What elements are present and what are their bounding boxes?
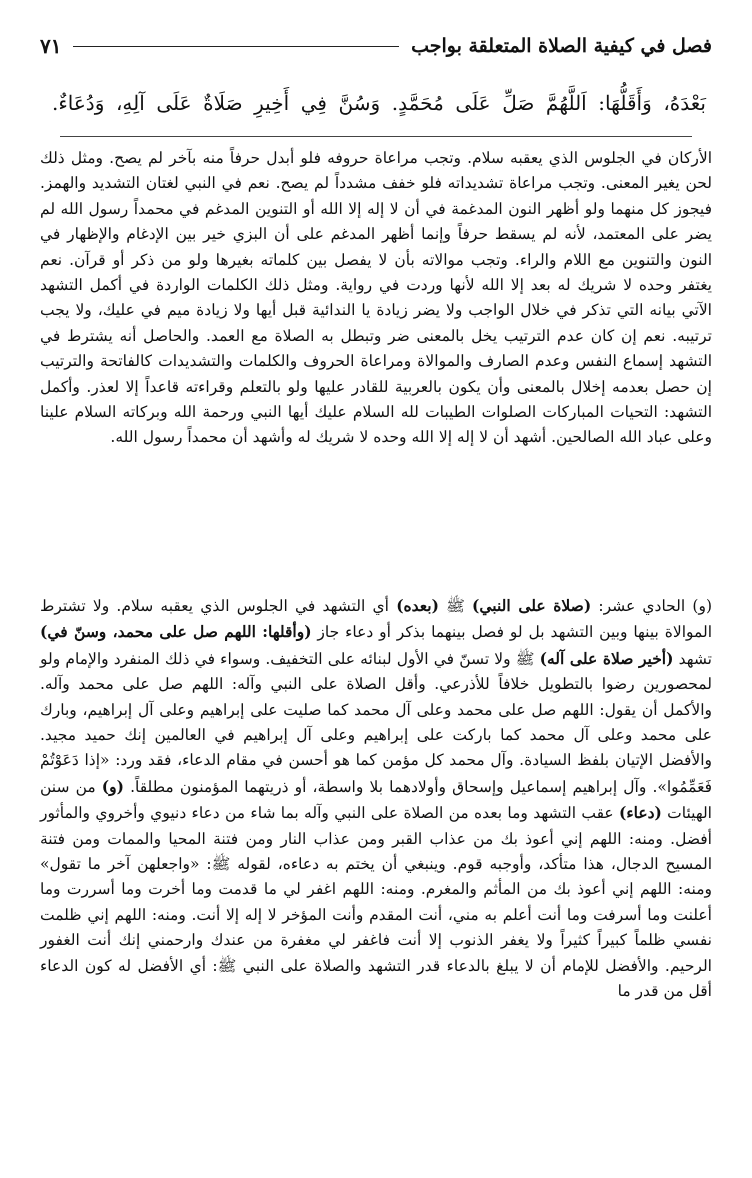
- matn-quote: (صلاة على النبي): [472, 596, 592, 615]
- commentary-paragraph: الأركان في الجلوس الذي يعقبه سلام. وتجب مراعاة حروفه فلو أبدل حرفاً منه بآخر لم يصح. ومثل ذلك لحن يغير المعنى. وتجب مراعاة تشديداته فلو خفف مشدداً لم يصح. نعم في النبي لغتان التشديد والهمز. فيجوز كل منهما ولو أظهر النون المدغمة في أن لا إله إلا الله أو التنوين المدغم في محمداً رسول الله لم يضر على المعتمد، لأنه لم يسقط حرفاً وإنما أظهر المدغم على أن البزي خير بين الإدغام والإظهار في النون والتنوين مع اللام والراء. وتجب موالاته بأن لا يفصل بين كلماته بغيرها ولو من ذكر أو قرآن. نعم يغتفر وحده لا شريك له بعد إلا الله لأنها وردت في رواية. ومثل ذلك الكلمات الواردة في أكمل التشهد الآتي بيانه التي تذكر في خلال الواجب ولا يضر زيادة يا الندائية قبل أيها ولا زيادة ميم في عليك، ولا يجب ترتيبه. نعم إن كان عدم الترتيب يخل بالمعنى ضر وتبطل به الصلاة مع العمد. والحاصل أنه يشترط في التشهد إسماع النفس وعدم الصارف والموالاة ومراعاة الحروف والكلمات والتشديدات كالفاتحة والترتيب إن حصل بعدمه إخلال بالمعنى وأن يكون بالعربية للقادر عليها ولو بالتعلم وقراءته قاعداً إلا لعذر. وأكمل التشهد: التحيات المباركات الصلوات الطيبات لله السلام عليك أيها النبي ورحمة الله وبركاته السلام علينا وعلى عباد الله الصالحين. أشهد أن لا إله إلا الله وحده لا شريك له وأشهد أن محمداً رسول الله.: [40, 149, 712, 447]
- text-run: ﷺ ولا تسنّ في الأول لبنائه على التخفيف. وسواء في ذلك المنفرد والإمام ولو لمحصورين رضوا بالتطويل خلافاً للأذرعي. وأقل الصلاة على النبي وآله: اللهم صل على محمد وآله. والأكمل أن يقول: اللهم صل على محمد وعلى آل محمد كما صليت على إبراهيم وعلى آل إبراهيم، وبارك على محمد وعلى آل محمد كما باركت على إبراهيم وعلى آل إبراهيم في العالمين إنك حميد مجيد. والأفضل الإتيان بلفظ السيادة. وآل محمد كل مؤمن كما هو أحسن في مقام الدعاء، فقد ورد: «إذا دَعَوْتُمْ فَعَمِّمُوا». وآل إبراهيم إسماعيل وإسحاق وأولادهما بلا واسطة، أو ذريتهما المؤمنون مطلقاً.: [40, 649, 712, 796]
- text-run: ﷺ: [438, 597, 473, 615]
- matn-quote: (أخير صلاة على آله): [539, 648, 674, 668]
- matn-quote: (وأقلها: اللهم صل على محمد، وسنّ في): [40, 622, 312, 642]
- text-run: تشهد: [673, 649, 712, 668]
- text-run: أي التشهد في الجلوس الذي يعقبه سلام. ولا تشترط الموالاة بينها وبين التشهد بل لو فصل بينهما بذكر أو دعاء جاز: [40, 597, 712, 642]
- text-run: من سنن الهيئات: [40, 777, 712, 823]
- commentary-block-2: [40, 593, 712, 1005]
- matn-quote: (بعده): [396, 596, 439, 615]
- matn-quote: (دعاء): [618, 803, 662, 823]
- header-rule: [73, 46, 399, 47]
- matn-quote: (و): [101, 776, 124, 796]
- page-number: ٧١: [40, 34, 62, 58]
- header-title: فصل في كيفية الصلاة المتعلقة بواجب: [411, 35, 712, 57]
- text-run: عقب التشهد وما بعده من الصلاة على النبي وآله بما شاء من دعاء دنيوي وأخروي والمأثور أفضل. ومنه: اللهم إني أعوذ بك من عذاب القبر ومن عذاب النار ومن فتنة المحيا والممات ومن فتنة المسيح الدجال، هذا متأكد، وأوجبه قوم. وينبغي أن يختم به دعاءه، لقوله ﷺ: «واجعلهن آخر ما تقول» ومنه: اللهم إني أعوذ بك من المأثم والمغرم. ومنه: اللهم اغفر لي ما قدمت وما أخرت وما أسررت وما أعلنت وما أسرفت وما أنت أعلم به مني، أنت المقدم وأنت المؤخر لا إله إلا أنت. ومنه: اللهم إني ظلمت نفسي ظلماً كبيراً كثيراً ولا يغفر الذنوب إلا أنت فاغفر لي مغفرة من عندك وارحمني إنك أنت الغفور الرحيم. والأفضل للإمام أن لا يبلغ بالدعاء قدر التشهد والصلاة على النبي ﷺ: أي الأفضل له كون الدعاء أقل من قدر ما: [40, 804, 712, 1001]
- separator-rule: [60, 136, 692, 137]
- commentary-block-1: [40, 146, 712, 451]
- commentary-paragraph: [40, 593, 712, 1005]
- matn-text: بَعْدَهُ، وَأَقَلُّهَا: اَللَّهُمَّ صَلِّ عَلَى مُحَمَّدٍ. وَسُنَّ فِي أَخِيرِ صَلَاةٌ عَلَى آلِهِ، وَدُعَاءٌ.: [52, 91, 706, 115]
- text-run: (و) الحادي عشر:: [591, 597, 712, 615]
- running-header: [40, 26, 712, 66]
